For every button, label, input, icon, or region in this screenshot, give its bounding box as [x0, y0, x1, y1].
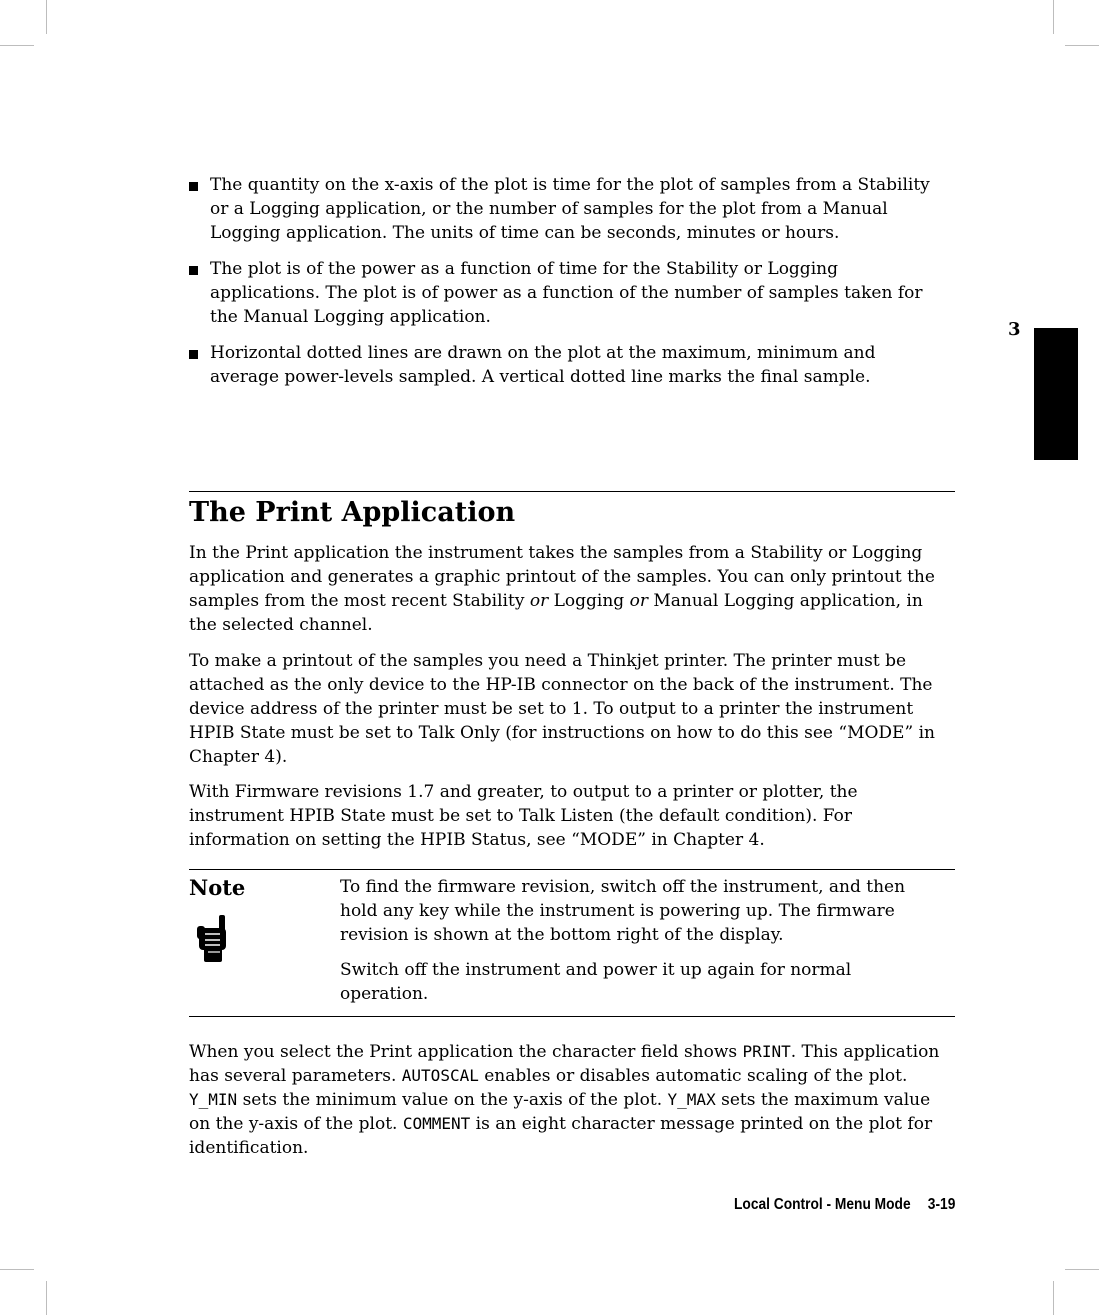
page-number: 3-19 [927, 1196, 955, 1213]
section-heading: The Print Application [189, 497, 516, 528]
plot-notes-list [189, 173, 949, 401]
emphasis-or: or [629, 591, 648, 611]
paragraph-text: In the Print application the instrument takes the samples from a Stability or Logging application and generates a graphic printout of the samples. You can only printout the samples from the most recent Stability [189, 543, 935, 611]
crop-mark [1065, 1269, 1099, 1270]
printer-setup-paragraph: To make a printout of the samples you need a Thinkjet printer. The printer must be attached as the only device to the HP-IB connector on the back of the instrument. The device address of the printer must be set to 1. To output to a printer the instrument HPIB State must be set to Talk Only (for instructions on how to do this see “MODE” in Chapter 4). [189, 651, 935, 767]
crop-mark [46, 0, 47, 34]
paragraph-text: Manual Logging application, in the selected channel. [189, 591, 923, 635]
bullet-square-icon [189, 182, 198, 191]
page-footer [734, 1195, 955, 1215]
crop-mark [1065, 45, 1099, 46]
list-item-text: The quantity on the x-axis of the plot is time for the plot of samples from a Stability or a Logging application, or the number of samples for the plot from a Manual Logging application. The units of time can be seconds, minutes or hours. [210, 175, 930, 243]
note-text-power: Switch off the instrument and power it up again for normal operation. [340, 960, 852, 1004]
bullet-square-icon [189, 350, 198, 359]
paragraph-text: sets the minimum value on the y-axis of the plot. [237, 1090, 668, 1110]
footer-section-title: Local Control - Menu Mode [733, 1196, 911, 1213]
crop-mark [1053, 0, 1054, 34]
list-item [189, 173, 949, 245]
list-item-text: The plot is of the power as a function of time for the Stability or Logging applications. The plot is of power as a function of the number of samples taken for the Manual Logging application. [210, 259, 923, 327]
note-text-firmware: To find the firmware revision, switch off the instrument, and then hold any key while the instrument is powering up. The firmware revision is shown at the bottom right of the display. [340, 877, 906, 945]
paragraph-text: When you select the Print application the character field shows [189, 1042, 743, 1062]
code-comment: COMMENT [402, 1114, 471, 1133]
firmware-paragraph: With Firmware revisions 1.7 and greater, to output to a printer or plotter, the instrument HPIB State must be set to Talk Listen (the default condition). For information on setting the HPIB Status, see “MODE” in Chapter 4. [189, 782, 858, 850]
code-y-min: Y_MIN [189, 1090, 238, 1109]
chapter-number: 3 [1008, 319, 1021, 340]
crop-mark [0, 45, 34, 46]
parameters-paragraph [189, 1040, 955, 1160]
code-print: PRINT [742, 1042, 791, 1061]
code-autoscal: AUTOSCAL [401, 1066, 479, 1085]
crop-mark [46, 1281, 47, 1315]
code-y-max: Y_MAX [667, 1090, 716, 1109]
list-item [189, 257, 949, 329]
chapter-tab-marker [1034, 328, 1078, 460]
crop-mark [1053, 1281, 1054, 1315]
paragraph-text: sets the maximum value on the y-axis of the plot. [189, 1090, 931, 1134]
paragraph-text: is an eight character message printed on the plot for identification. [189, 1114, 933, 1158]
list-item-text: Horizontal dotted lines are drawn on the plot at the maximum, minimum and average power-levels sampled. A vertical dotted line marks the final sample. [210, 343, 876, 387]
note-bottom-rule [189, 1016, 955, 1017]
list-item [189, 341, 949, 389]
paragraph-text: Logging [548, 591, 630, 611]
paragraph-text: . This application has several parameters. [189, 1042, 940, 1086]
note-top-rule [189, 869, 955, 870]
emphasis-or: or [529, 591, 549, 611]
bullet-square-icon [189, 266, 198, 275]
note-label: Note [189, 875, 246, 900]
paragraph-text: enables or disables automatic scaling of the plot. [478, 1066, 908, 1086]
section-rule [189, 491, 955, 492]
crop-mark [0, 1269, 34, 1270]
intro-paragraph [189, 541, 955, 637]
pointing-hand-icon [196, 914, 232, 964]
